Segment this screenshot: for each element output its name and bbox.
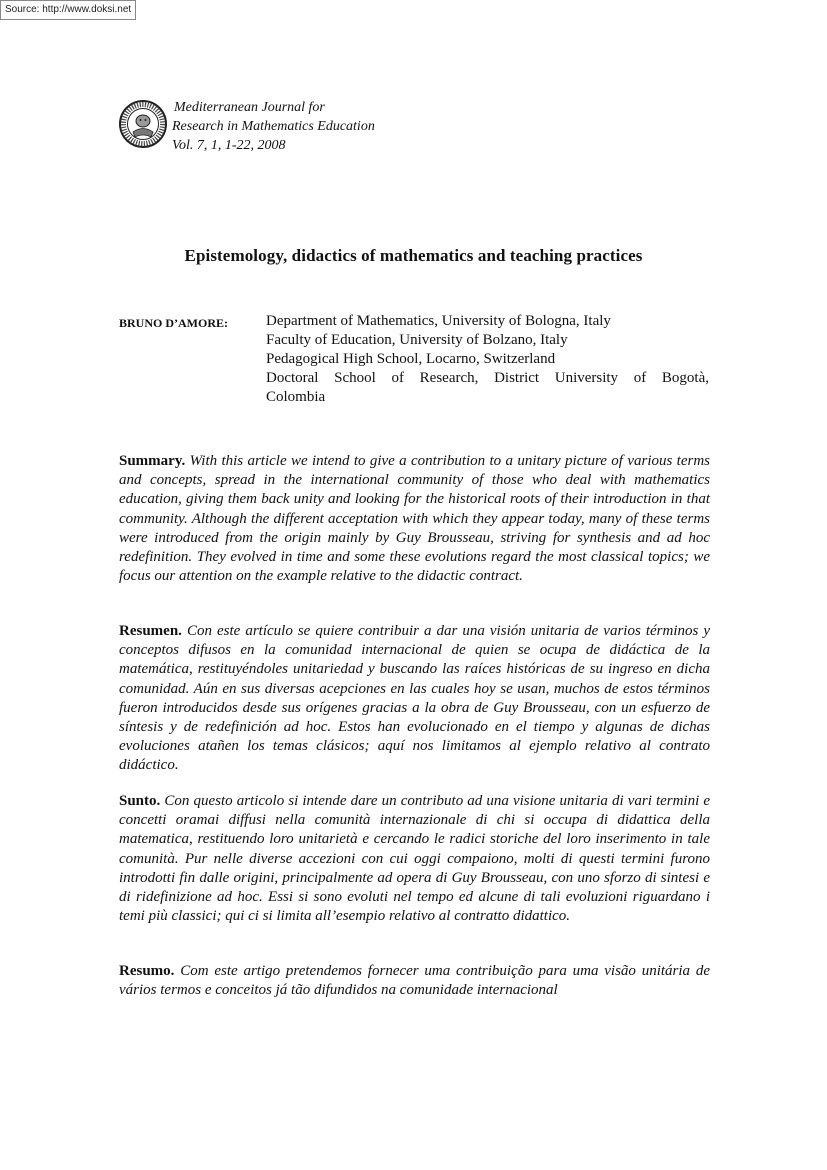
abstract-text: With this article we intend to give a contribution to a unitary picture of various terms and concepts, spread in the international community of those who deal with mathematics education, giving them back unity and looking for the historical roots of their introduction in that community. Although the different acceptation with which they appear today, many of these terms were introduced from the origin mainly by Guy Brousseau, striving for synthesis and ad hoc redefinition. They evolved in time and some these evolutions regard the most classical topics; we focus our attention on the example relative to the didactic contract. [119, 453, 710, 585]
abstract-text: Con questo articolo si intende dare un contributo ad una visione unitaria di vari termini e concetti oramai diffusi nella comunità internazionale di chi si occupa di didattica della matematica, restituendo loro unitarietà e cercando le radici storiche del loro inserimento in tale comunità. Pur nelle diverse accezioni con cui oggi compaiono, molti di questi termini furono introdotti fin dalle origini, principalmente ad opera di Guy Brousseau, con uno sforzo di sintesi e di ridefinizione ad hoc. Essi si sono evoluti nel tempo ed alcune di tali evoluzioni riguardano i temi più classici; qui ci si limita all’esempio relativo al contratto didattico. [119, 793, 711, 925]
abstract-text: Con este artículo se quiere contribuir a dar una visión unitaria de varios términos y conceptos difusos en la comunidad internacional de quien se ocupa de didáctica de la matemática, restituyéndoles unitariedad y buscando las raíces históricas de su ingreso en dicha comunidad. Aún en sus diversas acepciones en las cuales hoy se usan, muchos de estos términos fueron introducidos desde sus orígenes gracias a la obra de Guy Brousseau, con un esfuerzo de síntesis y de redefinición ad hoc. Estos han evolucionado en el tiempo y algunas de dichas evoluciones atañen los temas clásicos; aquí nos limitamos al ejemplo relativo al contrato didáctico. [119, 623, 710, 774]
author-name: BRUNO D’AMORE: [119, 316, 228, 330]
affiliation-list [266, 312, 709, 407]
affiliation-item: Pedagogical High School, Locarno, Switzerland [266, 351, 556, 367]
journal-volume: Vol. 7, 1, 1-22, 2008 [172, 138, 286, 153]
journal-name-line2: Research in Mathematics Education [172, 119, 375, 134]
affiliation-item: Faculty of Education, University of Bolzano, Italy [266, 332, 568, 348]
abstract-english [119, 452, 710, 586]
abstract-spanish [119, 622, 710, 776]
journal-header [118, 98, 375, 155]
abstract-text: Com este artigo pretendemos fornecer uma contribuição para uma visão unitária de vários termos e conceitos já tão difundidos na comunidade internacional [119, 963, 710, 999]
journal-name-line1: Mediterranean Journal for [174, 100, 325, 115]
abstract-label: Resumen. [119, 623, 182, 639]
abstract-portuguese [119, 962, 710, 1000]
abstract-label: Summary. [119, 453, 186, 469]
journal-seal-icon [118, 99, 168, 149]
affiliation-item: Doctoral School of Research, District University of Bogotà, [266, 370, 709, 386]
abstract-label: Resumo. [119, 963, 175, 979]
source-label: Source: http://www.doksi.net [0, 0, 136, 20]
affiliation-item: Department of Mathematics, University of Bologna, Italy [266, 313, 611, 329]
paper-title: Epistemology, didactics of mathematics and teaching practices [184, 246, 643, 265]
abstract-italian [119, 792, 710, 926]
abstract-label: Sunto. [119, 793, 161, 809]
affiliation-item: Colombia [266, 389, 326, 405]
